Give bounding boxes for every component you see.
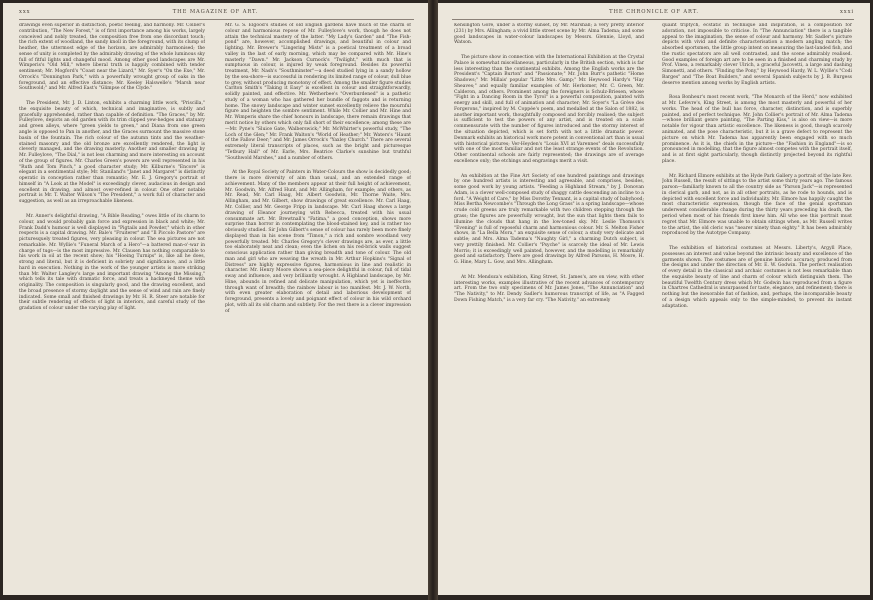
article-paragraph: drawings even superior in distinction, poetic feeling, and harmony. Mr. Collier's contribution, "The New Forest," is of first importance among his works, largely conceived and nobly treated, the composition free from one discordant touch; the rich extent of woodland, the sandy knoll in the foreground, with its clump of heather, the uttermost edge of the horizon, are admirably harmonised; the sense of unity is completed by the admirably drawing of the whole luminous sky full of fitful lights and changeful mood. Among other good landscapes are Mr. Wimperis's "Old Mill," where liberal truth is happily combined with tender sentiment; Mr. Mogford's "Coast near the Lizard," Mr. Syer's "On the Exe," Mr. Orrock's "Donnington Park," with a powerfully wrought group of oaks in the foreground, and an effective distance; Mr. Keeley Halswelle's "Marsh near Southwold;" and Mr. Alfred East's "Glimpse of the Clyde." xyxy=(19,23,205,92)
left-running-title: THE MAGAZINE OF ART. xyxy=(172,9,259,15)
article-paragraph: Mr. Richard Elmore exhibits at the Hyde Park Gallery a portrait of the late Rev. John Russell, the result of sittings to the artist some thirty years ago. The famous parson—familiarly known to all the country side as "Parson Jack"—is represented in clerical garb, and not, as in all other portraits, as he rode to hounds, and is depicted with excellent force and individuality. Mr. Elmore has happily caught the most characteristic expression, though the face of the genial sportsman underwent considerable change during the thirty years preceding his death, the period when most of his friends first knew him. All who see this portrait must regret that Mr. Elmore was unable to obtain sittings when, as Mr. Russell writes to the artist, the old cleric was "nearer ninety than eighty." It has been admirably reproduced by the Autotype Company. xyxy=(662,173,852,237)
article-paragraph: Mr. Anner's delightful drawing, "A Bible Reading," owes little of its charm to colour, and would probably gain force and expression in black and white; Mr. Frank Dadd's humour is well displayed in "Pigtails and Powder," which in other respects is a capital drawing. Mr. Bale's "Fruiterer" and "Il Piccolo Pastore" are picturesquely treated figures, very pleasing in colour. The sea pictures are not remarkable. Mr. Wyllie's "Funeral March of a Hero"—a battered man-o'-war in charge of tugs—is the most impressive. Mr. Clausen has nothing comparable to his work in oil at the recent show; his "Hoeing Turnips" is, like all he does, strong and literal, but it is deficient in sobriety and significance, and a little hard in execution. Nothing in the work of the younger artists is more striking than Mr. Walter Langley's large and important drawing "Among the Missing," which tells its tale with dramatic force, and treats a hackneyed theme with originality. The composition is singularly good, and the drawing excellent, and the broad presence of stormy daylight and the sense of wind and rain are finely indicated. Some small and finished drawings by Mr. H. R. Steer are notable for their subtle rendering of effects of light in interiors, and careful study of the gradation of colour under the varying play of light. xyxy=(19,213,205,312)
article-paragraph: Mr. G. S. Elgood's studies of old English gardens have much of the charm of colour and harmonious repose of Mr. Fulleylove's work, though he does not attain the technical mastery of the latter. "My Lady's Garden" and "The Fish-pond" are, however, accomplished drawings, and beautiful in colour and lighting. Mr. Brewer's "Lingering Mists" is a poetical treatment of a broad valley in the last of early morning, which may be compared with Mr. Hine's masterly "Dawn." Mr. Jackson Curnock's "Twilight," with much that is sumptuous in colour, is injured by weak foreground. Besides its powerful treatment, Mr. Nash's "Southminster"—a deed studied lying in a sandy hollow by the sea-shore—is successful in rendering its limited range of colour, dull blue to grey, without producing monotony of effect. Among the smaller figure studies Carlton Smith's "Taking it Easy" is excellent in colour and straightforwardly, solidly painted, and effective. Mr. Wetherbee's "Overburdened" is a pathetic study of a woman who has gathered her bundle of faggots and is returning home. The snowy landscape and winter sunset excellently relieve the mournful figure and heighten the sombre sentiment. While Mr. Collier and Mr. Hine and Mr. Wimperis share the chief honours in landscape, there remain drawings that merit notice by others which only fall short of their excellence; among these are—Mr. Pyne's "Sluice Gate, Walberswick;" Mr. McWhirter's powerful study, "The Loch of the Glen;" Mr. Frank Walton's "World of Heather;" Mr. Waters's "Haunt of the Fallow Deer;" and Mr. James Orrock's "Yaxley Church." There are several extremely literal transcripts of places, such as the bright and picturesque "Tetbury Hall" of Mr. Earle, Mrs. Beatrice Clarke's sunshine but truthful "Southwold Marshes," and a number of others. xyxy=(225,23,411,161)
left-page-number: xxx xyxy=(19,9,31,15)
article-paragraph: The exhibition of historical costumes at Messrs. Liberty's, Argyll Place, possesses an interest and value beyond the intrinsic beauty and excellence of the garments shown. The costumes are of genuine historic accuracy, produced from the designs and under the direction of Mr. E. W. Godwin. The perfect realisation of every detail in the classical and archaic costumes is not less remarkable than the exquisite beauty of line and charm of colour which distinguish them. The beautiful Twelfth Century dress which Mr. Godwin has reproduced from a figure in Chartres Cathedral is unsurpassed for taste, elegance, and refinement; there is nothing but the inexorable fiat of fashion, and, perhaps, the incomparable beauty of a design which appeals only to the simple-minded, to prevent its instant adaptation. xyxy=(662,246,852,309)
left-column-2 xyxy=(225,23,411,587)
right-column-1 xyxy=(454,23,644,587)
right-header-rule xyxy=(452,19,854,20)
book-gutter xyxy=(428,0,438,600)
right-column-2 xyxy=(662,23,852,587)
article-paragraph: At the Royal Society of Painters in Water-Colours the show is decidedly good; there is more diversity of aim than usual, and an extended range of achievement. Many of the members appear at their full height of achievement, Mr. Goodwin, Mr. Alfred Hunt, and Mr. Allingham, for example; and others, as Mr. Read, Mr. Carl Haag, Mr. Albert Goodwin, Mr. Thorne Waite, Mrs. Allingham, and Mr. Gilbert, show drawings of great excellence. Mr. Carl Haag, Mr. Collier, and Mr. George Fripp in landscape. Mr. Carl Haag shows a large drawing of Eleanor journeying with Rebecca, treated with his usual consummate art. Mr. Brewtnall's "Fatima," a good conception, shows more surprise than horror in contemplating the blood-stained key, and is rather too obviously studied. Sir John Gilbert's sense of colour has rarely been more finely displayed than in his scene from "Timon," a rich and sombre woodland very powerfully treated. Mr. Charles Gregory's clever drawings are, as ever, a little too elaborately neat and clean; even the lichen on his red-brick walls suggest conscious application rather than giving breadth and tone of colour. The old man and girl who are weaving the wreath in Mr. Arthur Hopkins's "Signal of Distress" are highly expressive figures, harmonious in line and realistic in character. Mr. Henry Moore shows a sea-piece delightful in colour, full of tidal sway and influence, and very brilliantly wrought. A Highland landscape, by Mr. Hine, abounds in refined and delicate manipulation, which yet is ineffective through want of breadth; the rainbow labour is too manifest. Mr. J. W. North, with even greater elaboration of detail and laborious development of foreground, presents a lovely and poignant effect of colour in his wild orchard plot, with all its old charm and subtlety. For the rest there is a clever impression of xyxy=(225,170,411,314)
article-paragraph: The President, Mr. J. D. Linton, exhibits a charming little work, "Priscilla," the exquisite beauty of which, technical and imaginative, is subtly and gracefully apprehended, rather than capable of definition. "The Graces," by Mr. Fulleylove, depicts an old garden with its trim clipped yew-hedges and statuary and green alleys, where "green yields to green," and Diana from one green angle is opposed to Pan in another, and the Graces surmount the massive stone basin of the fountain. The rich colour of the autumn tints and the weather-stained masonry and the old bronze are excellently rendered, the light is cleverly managed, and the drawing masterly. Another and smaller drawing by Mr. Fulleylove, "The Dial," is not less charming and more interesting on account of the group of figures. Mr. Charles Green's powers are well represented in his "Ruth and Tom Pinch," a good character study; Mr. Kilburne's "Encore" is elegant in a sentimental style; Mr. Staniland's "Janet and Margaret" is distinctly operatic in conception rather than romantic; Mr. E. J. Gregory's portrait of himself in "A Look at the Model" is exceedingly clever, audacious in design and excellent in drawing, and almost over-refined in colour. One other notable portrait is Mr. T. Walter Wilson's "The President," a work full of character and suggestion, as well as an irreproachable likeness. xyxy=(19,101,205,205)
article-paragraph: An exhibition at the Fine Art Society of one hundred paintings and drawings by one hundred artists is interesting and agreeable, and comprises, besides, some good work by young artists. "Feeding a Highland Stream," by J. Donovan Adam, is a clever well-composed study of shaggy cattle descending an incline to a ford. "A Weight of Care," by Miss Dorothy Tennant, is a capital study of babyhood; Miss Bertha Newcombe's "Through the Long Grass" is a spring landscape—whose crude cold greens are truly remarkable with two children stepping through the grass; the figures are powerfully wrought, but the sun that lights them fails to illumine the clouds that hang in the low-toned sky. Mr. Leslie Thomson's "Evening" is full of reposeful charm and harmonious colour. Mr. S. Melton Fisher shows, in "La Bella Mora," an exquisite sense of colour, a study very delicate and subtle; and Mrs. Alma Tadema's "Naughty Girl," a charming Dutch subject, is very prettily finished. Mr. Collier's "Psyche" is scarcely the ideal of Mr. Lewis Morris; it is exceedingly well painted, however, and the modelling is remarkably good and satisfactory. There are good drawings by Alfred Parsons, H. Moore, H. G. Hine, Mary L. Gow, and Mrs. Allingham. xyxy=(454,173,644,266)
left-running-head xyxy=(3,9,428,19)
article-paragraph: The picture show in connection with the International Exhibition at the Crystal Palace is somewhat miscellaneous, particularly in the British section, which is far less interesting than the continental exhibits. Among the English works are the President's "Captain Burton" and "Passionate;" Mr. John Burr's pathetic "Home Shadows;" Mr. Millais' popular "Little Mrs. Gamp;" Mr. Heywood Hardy's "Hay Sheaves;" and equally familiar examples of Mr. Herkomer, Mr. C. Green, Mr. Calderon, and others. Prominent among the foreigners is Schulz-Briesen, whose "Fight in a Dancing Room in the Tyrol" is a powerful composition, painted with energy and skill, and full of animation and character; Mr. Soyer's "La Grève des Forgerons," inspired by M. Coppée's poem, and medalled at the Salon of 1882, is another important work, thoughtfully composed and forcibly realised; the subject is sufficient to test the powers of any artist, and is treated on a scale commensurate with the number of figures introduced and the stormy interest of the situation depicted, which is set forth with not a little dramatic power. Denmark exhibits an historical work more potent in conventional art than is usual with historical pictures; Ver-Heyden's "Louis XVI at Varennes" deals successfully with one of the most familiar and not the least strange events of the Revolution. Other continental schools are fairly represented; the drawings are of average excellence only; the etchings and engravings merit a visit. xyxy=(454,55,644,164)
left-header-rule xyxy=(19,19,414,20)
right-page-number: xxxi xyxy=(839,9,854,15)
article-paragraph: At Mr. Mendoza's exhibition, King Street, St. James's, are on view, with other interesting works, examples illustrative of the recent advances of contemporary art. From the two only specimens of Mr. James Jones, "The Annunciation" and "The Nativity," to Mr. Dendy Sadler's humorous transcript of life, as "A Fagged Down Fishing Match," is a very far cry. "The Nativity," an extremely xyxy=(454,274,644,303)
right-running-title: THE CHRONICLE OF ART. xyxy=(609,9,699,15)
article-paragraph: quaint triptych, ecstatic in technique and inspiration, is a composition for adoration, not impossible to criticise. In "The Annunciation" there is a tangible appeal to the imagination, the sense of colour and harmony. Mr. Sadler's picture depicts with vivid and definite characterisation a modern angling match; the absorbed sportsmen, the little group intent on measuring the last-landed fish, and the rustic spectators are all well contrasted, and the scene admirably realised. Good examples of foreign art are to be seen in a finished and charming study by Prof. Vinea, a remarkably clever Ulrich, a graceful Jacovetti, a large and dashing Simonetti, and others. "Finding the Pony," by Heywood Hardy, W. L. Wyllie's "Codi Barges" and "The Boat Builders," and several Spanish subjects by J. B. Burgess deserve mention among works by English artists. xyxy=(662,23,852,86)
right-running-head xyxy=(438,9,870,19)
left-column-1 xyxy=(19,23,205,587)
article-paragraph: Kensington Gore, under a stormy sunset, by Mr. Marshall; a very pretty interior (231) by Mrs. Allingham; a vivid little street scene by Mr. Alma Tadema; and some good landscapes in water-colour landscapes by Messrs. Glennie, Lloyd, and Watson. xyxy=(454,23,644,46)
article-paragraph: Rosa Bonheur's most recent work, "The Monarch of the Herd," now exhibited at Mr. Lefevre's, King Street, is among the most masterly and powerful of her works. The head of the bull has force, character, distinction, and is superbly painted, and of perfect technique. Mr. John Collier's portrait of Mr. Alma Tadema—whose brilliant genre painting, "The Parting Kiss," is also on view—is more notable for vigour than artistic excellence. The likeness is good, though scarcely animated, and the pose characteristic, but it is a grave defect to represent the picture on which Mr. Tadema has apparently been engaged with so much prominence. As it is, the chiefs in the picture—the "Fashion in England"—is so pronounced in modelling, that the figure almost competes with the portrait itself, and is at first sight particularly, though distinctly projected beyond its rightful place. xyxy=(662,95,852,164)
left-page xyxy=(3,3,428,595)
right-page xyxy=(438,3,870,595)
